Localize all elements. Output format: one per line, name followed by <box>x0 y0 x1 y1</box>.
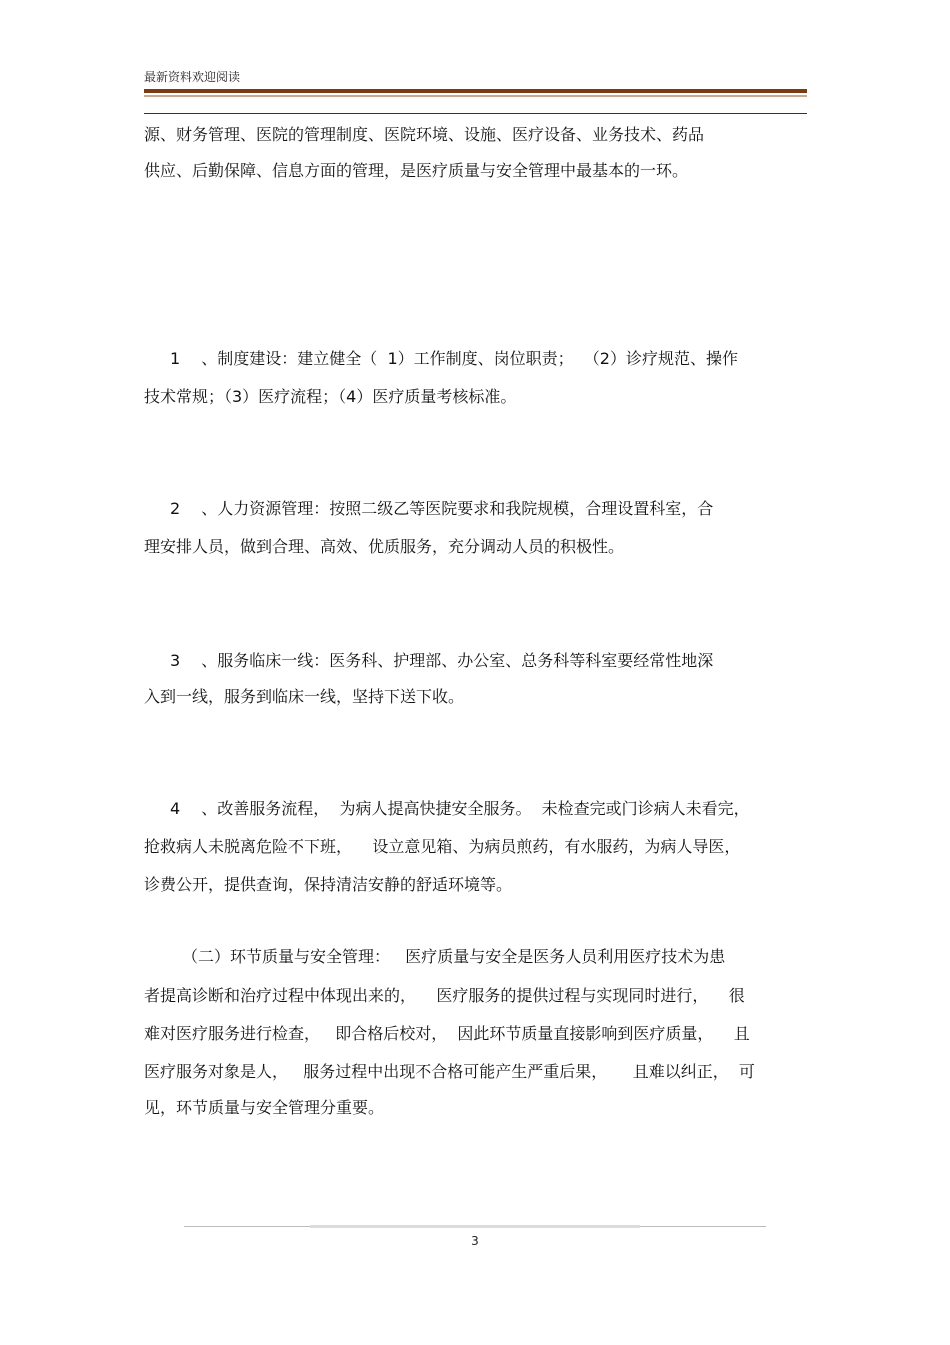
footer-rule-shade <box>310 1225 640 1228</box>
body-line: 医疗服务对象是人， 服务过程中出现不合格可能产生严重后果， 且难以纠正， 可 <box>144 1062 755 1081</box>
body-line: 理安排人员，做到合理、高效、优质服务，充分调动人员的积极性。 <box>144 537 625 556</box>
header-rule-dark <box>144 89 807 93</box>
header-rule-thin <box>144 113 807 114</box>
body-line: 难对医疗服务进行检查， 即合格后校对， 因此环节质量直接影响到医疗质量， 且 <box>144 1024 750 1043</box>
body-line: 3 、服务临床一线：医务科、护理部、办公室、总务科等科室要经常性地深 <box>170 651 714 670</box>
body-line: 入到一线，服务到临床一线，坚持下送下收。 <box>144 687 465 706</box>
header-rule-light <box>144 95 807 97</box>
body-line: 供应、后勤保障、信息方面的管理，是医疗质量与安全管理中最基本的一环。 <box>144 161 689 180</box>
body-line: 者提高诊断和治疗过程中体现出来的， 医疗服务的提供过程与实现同时进行， 很 <box>144 986 745 1005</box>
body-line: 4 、改善服务流程， 为病人提高快捷安全服务。 未检查完或门诊病人未看完， <box>170 799 750 818</box>
body-line: 技术常规；（3）医疗流程；（4）医疗质量考核标准。 <box>144 387 517 406</box>
body-line: 抢救病人未脱离危险不下班， 设立意见箱、为病员煎药，有水服药，为病人导医， <box>144 837 741 856</box>
body-line: （二）环节质量与安全管理： 医疗质量与安全是医务人员利用医疗技术为患 <box>182 947 726 966</box>
header-title: 最新资料欢迎阅读 <box>144 70 241 84</box>
body-line: 2 、人力资源管理：按照二级乙等医院要求和我院规模，合理设置科室，合 <box>170 499 714 518</box>
page-number: 3 <box>471 1234 479 1248</box>
body-line: 诊费公开，提供查询，保持清洁安静的舒适环境等。 <box>144 875 513 894</box>
body-line: 见，环节质量与安全管理分重要。 <box>144 1098 385 1117</box>
body-line: 源、财务管理、医院的管理制度、医院环境、设施、医疗设备、业务技术、药品 <box>144 125 705 144</box>
body-line: 1 、制度建设：建立健全（ 1）工作制度、岗位职责； （2）诊疗规范、操作 <box>170 349 738 368</box>
